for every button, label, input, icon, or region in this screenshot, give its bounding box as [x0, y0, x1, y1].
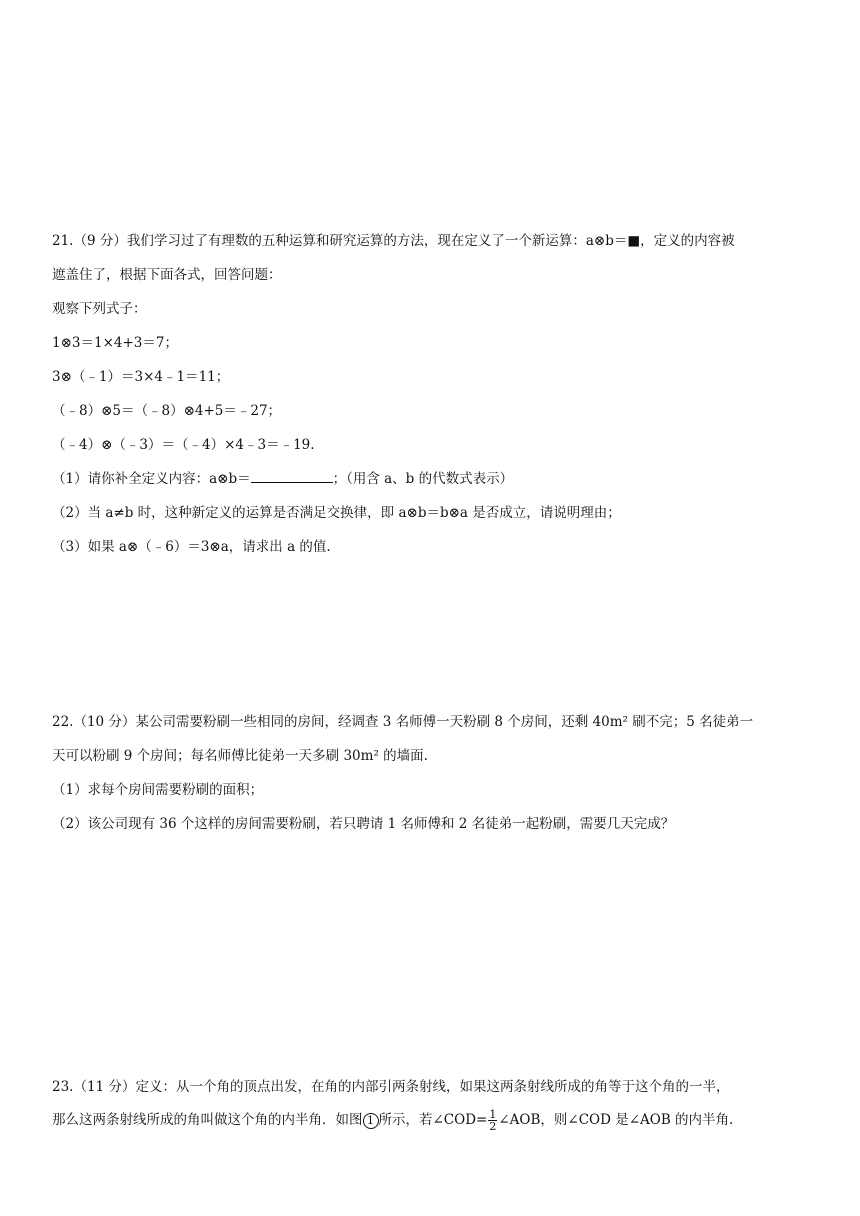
q21-part-1 [52, 467, 513, 487]
q21-part1-suffix: ；（用含 a、b 的代数式表示） [332, 471, 514, 487]
figure-number-circle: 1 [363, 1113, 379, 1129]
q23-line2-text-b: 所示，若∠COD= [378, 1112, 488, 1128]
q23-stem-line2 [52, 1108, 733, 1132]
q23-line2-text-a: 那么这两条射线所成的角叫做这个角的内半角．如图 [52, 1112, 363, 1128]
q22-part-2: （2）该公司现有 36 个这样的房间需要粉刷，若只聘请 1 名师傅和 2 名徒弟一起粉刷，需要几天完成？ [52, 816, 675, 832]
q23-stem-line1: 23.（11 分）定义：从一个角的顶点出发，在角的内部引两条射线，如果这两条射线所成的角等于这个角的一半， [52, 1079, 730, 1095]
q21-stem-line2: 遮盖住了，根据下面各式，回答问题： [52, 267, 282, 283]
q22-stem-line2: 天可以粉刷 9 个房间；每名师傅比徒弟一天多刷 30m² 的墙面. [52, 748, 428, 764]
fraction-denominator: 2 [489, 1120, 497, 1133]
q21-example-1: 1⊗3＝1×4+3＝7； [52, 335, 178, 351]
q21-example-4: （﹣4）⊗（﹣3）＝（﹣4）×4﹣3＝﹣19. [52, 437, 315, 453]
answer-blank[interactable] [251, 468, 333, 483]
q21-stem-line1: 21.（9 分）我们学习过了有理数的五种运算和研究运算的方法，现在定义了一个新运算：a⊗b＝■，定义的内容被 [52, 233, 735, 249]
q21-part1-prefix: （1）请你补全定义内容：a⊗b＝ [52, 471, 251, 487]
q22-stem-line1: 22.（10 分）某公司需要粉刷一些相同的房间，经调查 3 名师傅一天粉刷 8 个房间，还剩 40m² 刷不完；5 名徒弟一 [52, 714, 754, 730]
q21-example-2: 3⊗（﹣1）＝3×4﹣1＝11； [52, 369, 230, 385]
q22-part-1: （1）求每个房间需要粉刷的面积； [52, 782, 264, 798]
q21-part-2: （2）当 a≠b 时，这种新定义的运算是否满足交换律，即 a⊗b＝b⊗a 是否成立，请说明理由； [52, 505, 621, 521]
fraction-numerator: 1 [489, 1108, 497, 1121]
q23-line2-text-c: ∠AOB，则∠COD 是∠AOB 的内半角. [498, 1112, 734, 1128]
q21-part-3: （3）如果 a⊗（﹣6）＝3⊗a，请求出 a 的值. [52, 539, 331, 555]
q21-observe-label: 观察下列式子： [52, 301, 147, 317]
fraction-one-half [488, 1109, 497, 1132]
q21-example-3: （﹣8）⊗5＝（﹣8）⊗4+5＝﹣27； [52, 403, 282, 419]
